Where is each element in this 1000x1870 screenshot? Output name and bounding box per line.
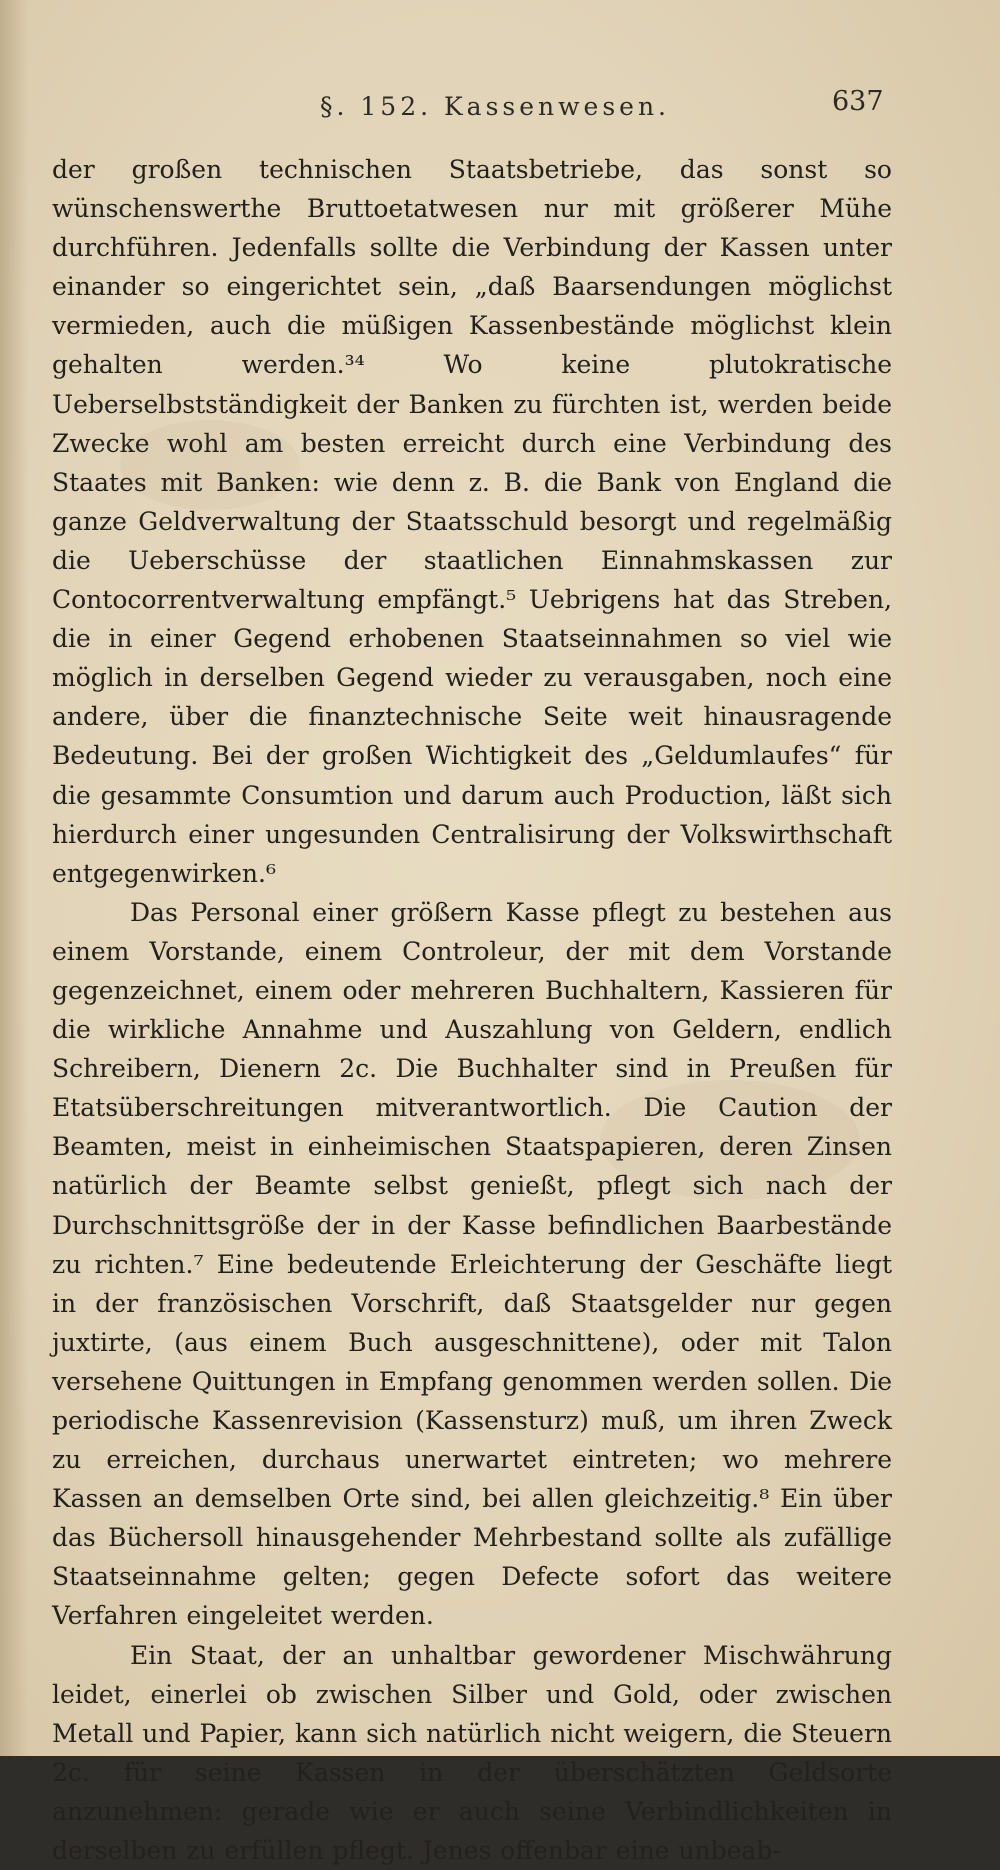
paragraph: Das Personal einer größern Kasse pflegt zu bestehen aus einem Vorstande, einem Controleur, der mit dem Vorstande gegenzeichnet, einem oder mehreren Buchhaltern, Kassieren für die wirkliche Annahme und Auszahlung von Geldern, endlich Schreibern, Dienern 2c. Die Buchhalter sind in Preußen für Etatsüberschreitungen mitverantwortlich. Die Caution der Beamten, meist in einheimischen Staatspapieren, deren Zinsen natürlich der Beamte selbst genießt, pflegt sich nach der Durchschnittsgröße der in der Kasse befindlichen Baarbestände zu richten.⁷ Eine bedeutende Erleichterung der Geschäfte liegt in der französischen Vorschrift, daß Staatsgelder nur gegen juxtirte, (aus einem Buch ausgeschnittene), oder mit Talon versehene Quittungen in Empfang genommen werden sollen. Die periodische Kassenrevision (Kassensturz) muß, um ihren Zweck zu erreichen, durchaus unerwartet eintreten; wo mehrere Kassen an demselben Orte sind, bei allen gleichzeitig.⁸ Ein über das Büchersoll hinausgehender Mehrbestand sollte als zufällige Staatseinnahme gelten; gegen Defecte sofort das weitere Verfahren eingeleitet werden. (52, 897, 892, 1631)
body-text (52, 150, 892, 1870)
page-number: 637 (832, 86, 884, 117)
paragraph: Ein Staat, der an unhaltbar gewordener Mischwährung leidet, einerlei ob zwischen Silber und Gold, oder zwischen Metall und Papier, kann sich natürlich nicht weigern, die Steuern 2c. für seine Kassen in der überschätzten Geldsorte anzunehmen: gerade wie er auch seine Verbindlichkeiten in derselben zu erfüllen pflegt. Jenes offenbar eine unbeab- (52, 1640, 892, 1866)
paragraph: der großen technischen Staatsbetriebe, das sonst so wünschenswerthe Bruttoetatwesen nur mit größerer Mühe durchführen. Jedenfalls sollte die Verbindung der Kassen unter einander so eingerichtet sein, „daß Baarsendungen möglichst vermieden, auch die müßigen Kassenbestände möglichst klein gehalten werden.³⁴ Wo keine plutokratische Ueberselbstständigkeit der Banken zu fürchten ist, werden beide Zwecke wohl am besten erreicht durch eine Verbindung des Staates mit Banken: wie denn z. B. die Bank von England die ganze Geldverwaltung der Staatsschuld besorgt und regelmäßig die Ueberschüsse der staatlichen Einnahmskassen zur Contocorrentverwaltung empfängt.⁵ Uebrigens hat das Streben, die in einer Gegend erhobenen Staatseinnahmen so viel wie möglich in derselben Gegend wieder zu verausgaben, noch eine andere, über die finanztechnische Seite weit hinausragende Bedeutung. Bei der großen Wichtigkeit des „Geldumlaufes“ für die gesammte Consumtion und darum auch Production, läßt sich hierdurch einer ungesunden Centralisirung der Volkswirthschaft entgegenwirken.⁶ (52, 155, 892, 888)
page-gutter-shadow (0, 0, 28, 1756)
running-head: §. 152. Kassenwesen. (320, 92, 671, 121)
page-header (0, 86, 1000, 132)
